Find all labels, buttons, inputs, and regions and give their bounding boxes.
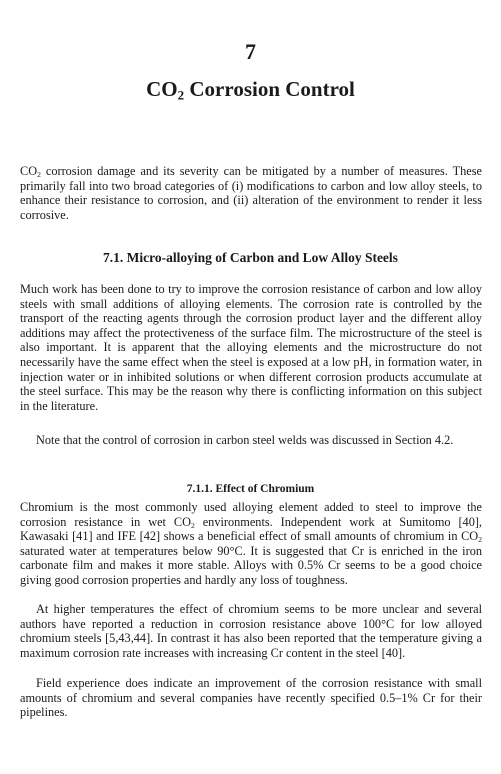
chapter-number: 7 <box>245 39 256 64</box>
section-7-1-1-paragraph-2: At higher temperatures the effect of chromium seems to be more unclear and several authors have reported a reduction in corrosion resistance above 100°C for low alloyed chromium steels [5,43,44]. In contrast it has also been reported that the temperature giving a maximum corrosion rate increases with increasing Cr content in the steel [40]. <box>20 602 482 660</box>
section-7-1-paragraph-2: Note that the control of corrosion in carbon steel welds was discussed in Section 4.2. <box>36 433 454 447</box>
section-7-1-paragraph-1: Much work has been done to try to improve the corrosion resistance of carbon and low alloy steels with small additions of alloying elements. The corrosion rate is controlled by the transport of the reacting agents through the corrosion product layer and the different alloy additions may affect the protectiveness of the surface film. The microstructure of the steel is also important. It is apparent that the alloying elements and the microstructure do not necessarily have the same effect when the steel is exposed at a low pH, in formation water, in injection water or in inhibited solutions or when different corrosion products accumulate at the steel surface. This may be the reason why there is conflicting information on this subject in the literature. <box>20 282 482 413</box>
chromium-subscript-1: 2 <box>190 520 195 530</box>
section-7-1-1-paragraph-1 <box>20 500 482 588</box>
intro-subscript: 2 <box>37 169 41 179</box>
chapter-title-rest: Corrosion Control <box>184 77 355 101</box>
chapter-title-subscript: 2 <box>177 87 185 103</box>
subsection-heading-7-1-1: 7.1.1. Effect of Chromium <box>186 483 315 495</box>
intro-paragraph <box>20 164 482 222</box>
section-7-1-1-paragraph-3: Field experience does indicate an improvement of the corrosion resistance with small amounts of chromium and several companies have recently specified 0.5–1% Cr for their pipelines. <box>20 676 482 720</box>
chromium-text-c: saturated water at temperatures below 90°C. It is suggested that Cr is enriched in the iron carbonate film and makes it more stable. Alloys with 0.5% Cr seems to be a good choice giving good corrosion properties and hardly any loss of toughness. <box>20 543 482 587</box>
intro-prefix: CO <box>20 164 38 178</box>
chromium-text-b: environments. Independent work at Sumitomo [40], Kawasaki [41] and IFE [42] shows a beneficial effect of small amounts of chromium in CO <box>20 514 483 544</box>
chapter-title-prefix: CO <box>146 77 178 101</box>
chapter-title <box>0 76 501 102</box>
chromium-text-a: Chromium is the most commonly used alloying element added to steel to improve the corrosion resistance in wet CO <box>20 500 482 529</box>
section-heading-7-1: 7.1. Micro-alloying of Carbon and Low Alloy Steels <box>103 250 398 265</box>
intro-text: corrosion damage and its severity can be mitigated by a number of measures. These primarily fall into two broad categories of (i) modifications to carbon and low alloy steels, to enhance their resistance to corrosion, and (ii) alteration of the environment to render it less corrosive. <box>20 164 482 222</box>
chromium-subscript-2: 2 <box>478 535 482 545</box>
